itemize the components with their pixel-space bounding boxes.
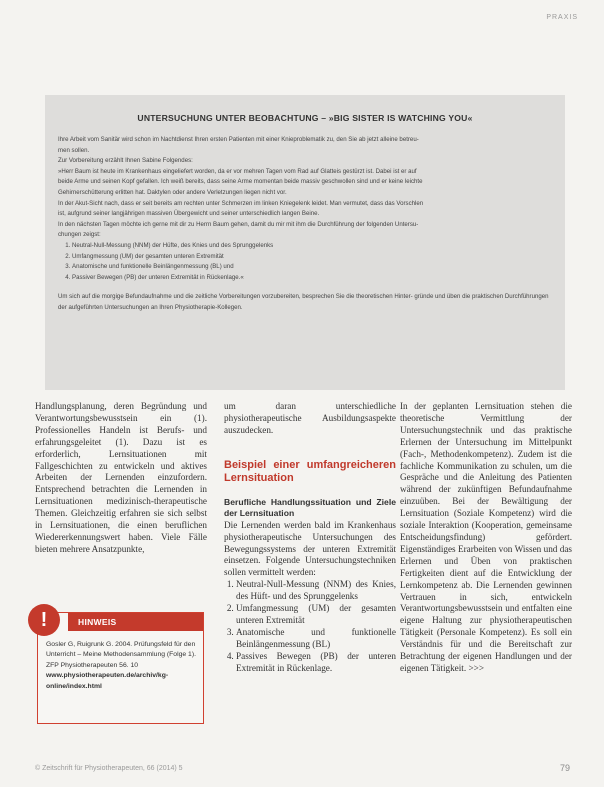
technique-item: 2. Umfangmessung (UM) der gesamten unteren Extremität — [236, 603, 396, 627]
case-paragraph: men sollen. — [58, 146, 90, 154]
hint-link[interactable]: www.physiotherapeuten.de/archiv/kg-online/index.html — [46, 672, 169, 690]
section-tag: PRAXIS — [546, 14, 578, 21]
exclamation-icon: ! — [28, 604, 60, 636]
case-exam-item: 2. Umfangmessung (UM) der gesamten unteren Extremität — [72, 252, 553, 263]
case-paragraph: beide Arme und seinen Kopf gefallen. Ich weiß bereits, dass seine Arme momentan beide massiv geschwollen sind und er keine leichte — [58, 178, 423, 186]
case-paragraph: Zur Vorbereitung erzählt Ihnen Sabine Folgendes: — [58, 157, 193, 165]
column-2-text: Die Lernenden werden bald im Krankenhaus physiotherapeutische Untersuchungen des Bewegungssystems der unteren Extremität einsetzen. Folgende Untersuchungstechniken sollen vermittelt werden: — [224, 519, 396, 578]
hint-reference: Gosler G, Ruigrunk G. 2004. Prüfungsfeld für den Unterricht – Meine Methodensammlung (Folge 1). ZFP Physiotherapeuten 56. 10 — [46, 641, 196, 669]
hint-body — [46, 640, 197, 692]
case-exam-item: 1. Neutral-Null-Messung (NNM) der Hüfte, des Knies und des Sprunggelenks — [72, 241, 553, 252]
column-2 — [224, 401, 396, 675]
case-paragraph: In den nächsten Tagen möchte ich gerne mit dir zu Herrn Baum gehen, damit du mir mit ihm die Durchführung der folgenden Untersu- — [58, 220, 419, 228]
case-paragraph: Ihre Arbeit vom Sanitär wird schon im Nachtdienst Ihren ersten Patienten mit einer Knieproblematik zu, den Sie ab jetzt alleine betreu- — [58, 136, 419, 143]
page-footer — [35, 765, 570, 772]
case-paragraph: chungen zeigst: — [58, 231, 101, 239]
column-1 — [35, 401, 207, 556]
column-1-text: Handlungsplanung, deren Begründung und Verantwortungsbewusstsein ein (1). Professionelles Handeln ist Berufs- und erfahrungsgeleitet (1). Dazu ist es erforderlich, Lernsituationen mit Fallgeschichten zu entwickeln und aktives Arbeiten der Lernenden einzufordern. Entsprechend betrachten die Lernenden in Lernsituationen medizinisch-therapeutische Themen. Gleichzeitig erfahren sie sich selbst in Lernsituationen, die einen beruflichen Wiedererkennungswert haben. Viele Fälle bieten mehrere Ansatzpunkte, — [35, 401, 207, 554]
footer-citation: © Zeitschrift für Physiotherapeuten, 66 (2014) 5 — [35, 765, 183, 772]
technique-item: 3. Anatomische und funktionelle Beinlängenmessung (BL) — [236, 627, 396, 651]
case-paragraph: In der Akut-Sicht nach, dass er seit bereits am rechten unter Schmerzen im linken Kniegelenk leidet. Man vermutet, dass das Vorschlen — [58, 199, 424, 207]
column-3 — [400, 401, 572, 675]
hint-title: HINWEIS — [68, 613, 203, 631]
technique-list — [224, 579, 396, 674]
case-exam-item: 3. Anatomische und funktionelle Beinlängenmessung (BL) und — [72, 262, 553, 273]
case-box — [45, 95, 565, 390]
column-2-intro: um daran unterschiedliche physiotherapeutische Ausbildungsaspekte auszudecken. — [224, 401, 396, 435]
case-paragraph: Gehirnerschütterung erlitten hat. Daktylen oder andere Verletzungen liegen nicht vor. — [58, 188, 287, 196]
case-exam-list — [58, 241, 553, 283]
section-subheading: Berufliche Handlungssituation und Ziele der Lernsituation — [224, 496, 396, 519]
case-box-body — [58, 135, 553, 314]
case-exam-item: 4. Passiver Bewegen (PB) der unteren Extremität in Rückenlage.« — [72, 273, 553, 284]
column-3-text: In der geplanten Lernsituation stehen die theoretische Vermittlung der Untersuchungstechnik und das praktische Erlernen der Untersuchung im Mittelpunkt (Fach-, Methodenkompetenz). Zudem ist die fachliche Kommunikation zu schulen, um die Gespräche und die Anleitung des Patienten während der zukünftigen Befundaufnahme einzuüben. Bei der Bewältigung der Lernsituation (Soziale Kompetenz) wird die soziale Interaktion (Kooperation, gemeinsame Entscheidungsfindung) gefördert. Eigenständiges Erarbeiten von Wissen und das Erlernen und Üben von praktischen Fertigkeiten dient auf die Entwicklung der Lernkompetenz ab. Die Lernenden gewinnen Vertrauen in sich, entwickeln Verantwortungsbewusstsein und entfalten eine eigene Haltung zur physiotherapeutischen Tätigkeit (Personale Kompetenz). Es soll ein Verständnis für und die Bereitschaft zur Betrachtung der eigenen Handlungen und der eigenen Tätigkeit. >>> — [400, 401, 572, 673]
case-paragraph: ist, aufgrund seiner langjährigen massiven Übergewicht und seiner unterschiedlich langen Beine. — [58, 210, 320, 218]
technique-item: 4. Passives Bewegen (PB) der unteren Extremität in Rückenlage. — [236, 651, 396, 675]
hint-box — [37, 609, 204, 724]
technique-item: 1. Neutral-Null-Messung (NNM) des Knies, des Hüft- und des Sprunggelenks — [236, 579, 396, 603]
case-box-title: UNTERSUCHUNG UNTER BEOBACHTUNG – »BIG SISTER IS WATCHING YOU« — [137, 113, 473, 123]
page-number: 79 — [559, 763, 570, 773]
case-closing: Um sich auf die morgige Befundaufnahme und die zeitliche Vorbereitungen vorzubereiten, besprechen Sie die theoretischen Hinter- gründe und üben die praktischen Durchführungen der aufgeführten Untersuchungen an Ihren Physiotherapie-Kollegen. — [58, 293, 549, 311]
case-paragraph: »Herr Baum ist heute im Krankenhaus eingeliefert worden, da er vor mehren Tagen vom Rad auf Glatteis gestürzt ist. Dabei ist er auf — [58, 167, 417, 175]
section-heading: Beispiel einer umfangreicheren Lernsituation — [224, 458, 396, 484]
